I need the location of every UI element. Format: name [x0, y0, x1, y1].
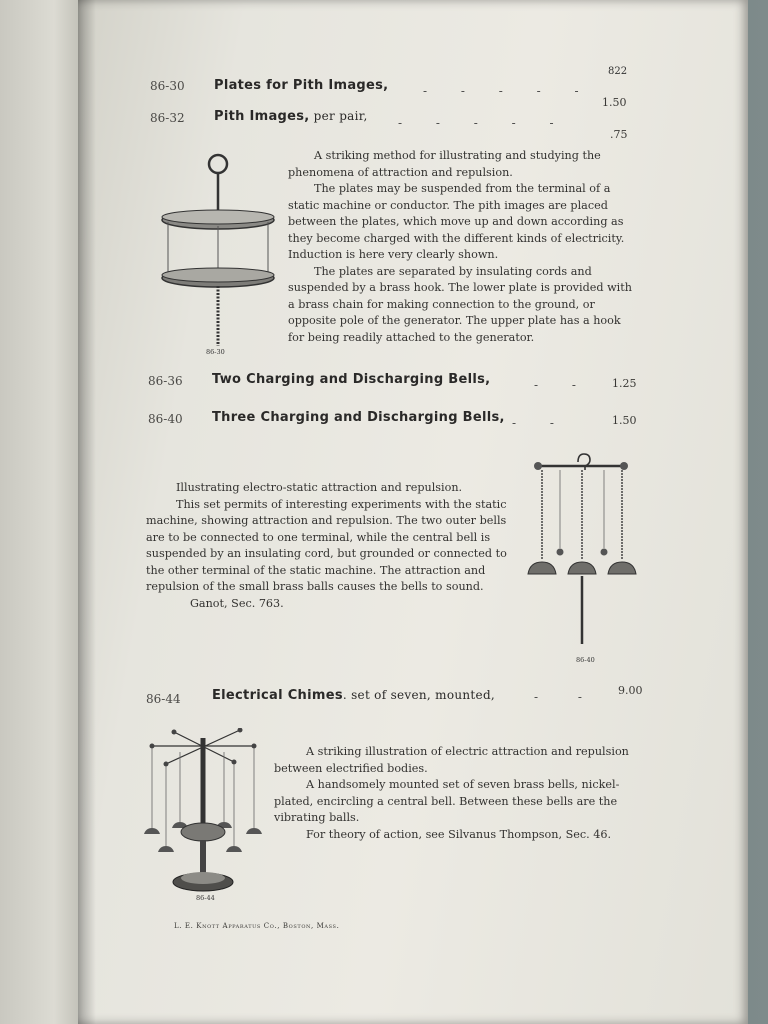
item-number: 86-36 — [148, 374, 183, 388]
paragraph: A striking illustration of electric attraction and repulsion between electrified bodies. — [274, 745, 629, 775]
bells-illustration — [524, 448, 644, 648]
item-number: 86-32 — [150, 111, 185, 125]
figure-caption: 86-40 — [576, 656, 595, 664]
facing-page — [0, 0, 90, 1024]
item-title — [214, 109, 368, 124]
paragraph: Illustrating electro-static attraction and repulsion. — [176, 481, 463, 494]
figure-caption: 86-44 — [196, 894, 215, 902]
chimes-illustration — [144, 728, 264, 904]
item-title: Two Charging and Discharging Bells, — [212, 372, 491, 387]
leader-dashes: - - - - - — [398, 116, 554, 130]
item-number: 86-30 — [150, 79, 185, 93]
page-fold-shadow — [78, 0, 96, 1024]
item-price: 1.50 — [602, 96, 627, 109]
item-number: 86-44 — [146, 692, 181, 706]
chimes-description — [274, 744, 652, 843]
paragraph: For theory of action, see Silvanus Thompson, Sec. 46. — [306, 827, 612, 841]
item-price: 1.25 — [612, 377, 637, 390]
item-title: Plates for Pith Images, — [214, 78, 389, 93]
catalog-page — [78, 0, 748, 1024]
item-title-main: Pith Images, — [214, 109, 310, 124]
paragraph: The plates may be suspended from the terminal of a static machine or conductor. The pith images are placed between the plates, which move up and down according as they become charged with the different kinds of electricity. Induction is here very clearly shown. — [288, 182, 625, 261]
item-title-main: Electrical Chimes — [212, 688, 343, 703]
reference: Ganot, Sec. 763. — [190, 596, 284, 610]
paragraph: This set permits of interesting experiments with the static machine, showing attraction and repulsion. The two outer bells are to be connected to one terminal, while the central bell is suspended by an insulating cord, but grounded or connected to the other terminal of the static machine. The attraction and repulsion of the small brass balls causes the bells to sound. — [146, 497, 507, 593]
item-price: .75 — [610, 128, 628, 141]
paragraph: A handsomely mounted set of seven brass bells, nickel-plated, encircling a central bell. Between these bells are the vibrating balls. — [274, 778, 620, 824]
paragraph: A striking method for illustrating and studying the phenomena of attraction and repulsion. — [288, 149, 601, 179]
leader-dashes: - - — [534, 690, 582, 704]
item-title — [212, 688, 495, 703]
item-number: 86-40 — [148, 412, 183, 426]
leader-dashes: - - — [534, 378, 576, 392]
pith-plates-illustration — [156, 150, 286, 360]
item-price: 9.00 — [618, 684, 643, 697]
item-title-sub: per pair, — [309, 109, 368, 123]
item-title-sub: . set of seven, mounted, — [342, 688, 496, 702]
bells-description — [146, 480, 524, 612]
pith-description — [288, 148, 633, 346]
item-price: 1.50 — [612, 414, 637, 427]
publisher-footer: L. E. Knott Apparatus Co., Boston, Mass. — [174, 922, 340, 930]
item-title: Three Charging and Discharging Bells, — [212, 410, 505, 425]
figure-caption: 86-30 — [206, 348, 225, 356]
leader-dashes: - - - - - — [423, 84, 579, 98]
paragraph: The plates are separated by insulating cords and suspended by a brass hook. The lower plate is provided with a brass chain for making connection to the ground, or opposite pole of the generator. The upper plate has a hook for being readily attached to the generator. — [288, 264, 632, 344]
page-number: 822 — [608, 66, 628, 77]
leader-dashes: - - — [512, 416, 554, 430]
